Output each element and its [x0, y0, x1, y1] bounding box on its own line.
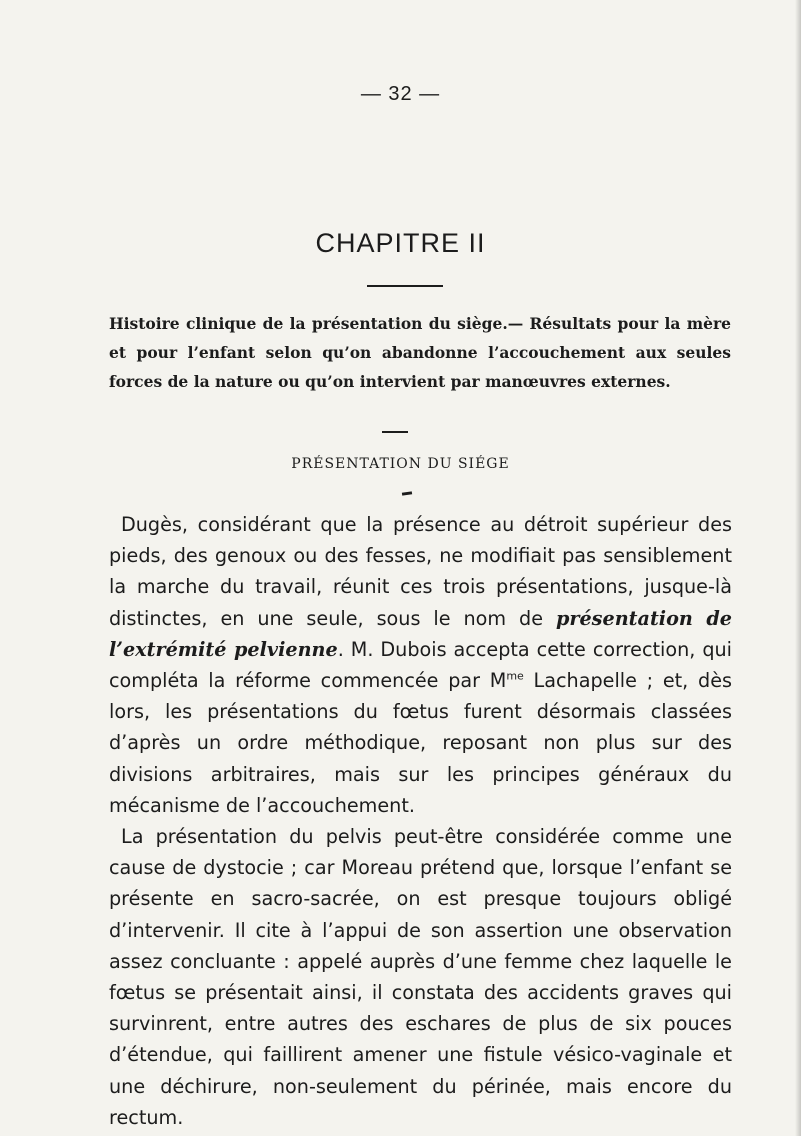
section-title: PRÉSENTATION DU SIÉGE	[291, 456, 510, 472]
paragraph-1-text-c: Lachapelle ; et, dès lors, les présentations du fœtus furent désormais classées d’après un ordre méthodique, reposant non plus sur des divisions arbitraires, mais sur les principes généraux du mécanisme de l’accouchement.	[109, 669, 732, 817]
chapter-title: CHAPITRE II	[315, 228, 486, 258]
summary-divider	[382, 431, 408, 433]
paragraph-1-text-b: . M. Dubois accepta cette correction, qui compléta la réforme commencée par M	[109, 637, 732, 693]
paragraph-1-superscript: me	[506, 669, 524, 683]
paragraph-2: La présentation du pelvis peut-être considérée comme une cause de dystocie ; car Moreau prétend que, lorsque l’enfant se présente en sacro-sacrée, on est presque toujours obligé d’intervenir. Il cite à l’appui de son assertion une observation assez concluante : appelé auprès d’une femme chez laquelle le fœtus se présentait ainsi, il constata des accidents graves qui survinrent, entre autres des eschares de plus de six pouces d’étendue, qui faillirent amener une fistule vésico-vaginale et une déchirure, non-seulement du périnée, mais encore du rectum.	[109, 825, 732, 1129]
page-edge-shadow	[795, 0, 801, 1136]
chapter-divider	[367, 285, 443, 287]
section-ornament	[402, 491, 412, 495]
chapter-summary: Histoire clinique de la présentation du siège.— Résultats pour la mère et pour l’enfant selon qu’on abandonne l’accouchement aux seules forces de la nature ou qu’on intervient par manœuvres externes.	[109, 314, 731, 391]
paragraph-1-italic-term: présentation de l’extrémité pelvienne	[109, 606, 732, 661]
page-number: — 32 —	[360, 83, 441, 105]
body-text	[109, 509, 732, 1133]
paragraph-1-text-a: Dugès, considérant que la présence au détroit supérieur des pieds, des genoux ou des fesses, ne modifiait pas sensiblement la marche du travail, réunit ces trois présentations, jusque-là distinctes, en une seule, sous le nom de	[109, 513, 732, 630]
paragraph-1	[109, 509, 732, 821]
